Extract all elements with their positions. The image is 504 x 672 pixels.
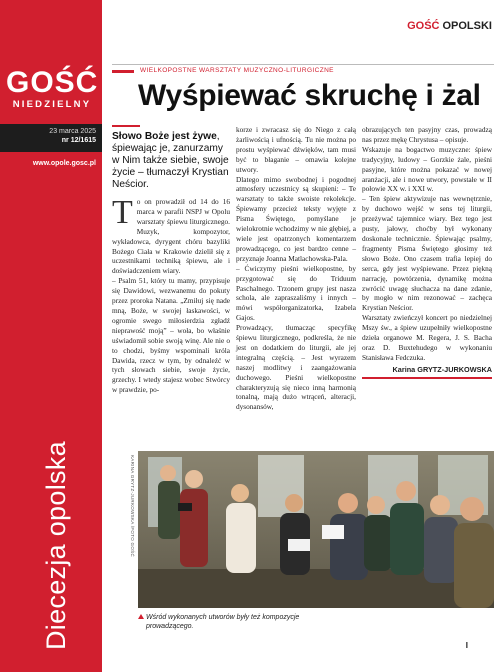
issue-band xyxy=(0,124,102,152)
kicker-accent-bar xyxy=(112,70,134,73)
photo-caption: Wśród wykonanych utworów były też kompozycje prowadzącego. xyxy=(146,614,300,630)
page-number: I xyxy=(465,641,468,650)
paragraph-text: Prowadzący, tłumacząc specyfikę śpiewu liturgicznego, podkreśla, że nie jest on dodatkiem do liturgii, ale jej integralną częścią. – Jest wyrazem naszej modlitwy i zaangażowania duchowego. Pieśni wielkopostne charakteryzują się nieco inną harmonią tonalną, mają dużo wtrąceń, alteracji, dysonansów, xyxy=(236,323,356,412)
paragraph-text: korze i zwracasz się do Niego z całą żarliwością i ufnością. Tu nie można po prostu wyśpiewać dźwięków, tam musi być to błaganie – omawia kolejne utwory. xyxy=(236,125,356,174)
photo-credit-text: KARINA GRYTZ-JURKOWSKA /FOTO GOŚĆ xyxy=(130,455,135,557)
edition-brand xyxy=(407,20,492,32)
first-paragraph xyxy=(112,194,230,276)
paragraph-text: – Psalm 51, który tu mamy, przypisuje się Dawidowi, wezwanemu do pokuty przez proroka Natana. „Zmiłuj się nade mną, Boże, w swojej łaskawości, w ogromie swego miłosierdzia zgładź nieprawość moją” – woła, bo właśnie uświadomił sobie swoją winę. Ale nie o to chodzi, byśmy wspominali króla Dawida, rzecz w tym, by odnaleźć w tych słowach siebie, swoje życie, grzechy. I wtedy stajesz wobec Stwórcy w prawdzie, po- xyxy=(112,276,230,395)
paragraph-text: – Ćwiczymy pieśni wielkopostne, by przygotować się do Triduum Paschalnego. Trzonem grupy jest nasza schola, ale zapraszaliśmy i innych – mówi współorganizatorka, Izabela Gajos. xyxy=(236,263,356,323)
article-author: Karina GRYTZ-JURKOWSKA xyxy=(392,364,492,374)
paragraph-text: o on prowadził od 14 do 16 marca w parafii NSPJ w Opolu warsztaty śpiewu liturgicznego. Muzyk, kompozytor, wykładowca, dyrygent chóru bazyliki Bożego Ciała w Krakowie dzielił się z uczestnikami techniką śpiewu, ale i doświadczeniem wiary. xyxy=(112,197,230,276)
drop-cap: T xyxy=(112,194,133,231)
caption-arrow-icon xyxy=(138,614,144,619)
website-link[interactable]: www.opole.gosc.pl xyxy=(32,160,96,167)
magazine-logo[interactable] xyxy=(6,68,98,110)
photo-illustration xyxy=(138,451,494,608)
header-divider xyxy=(112,64,494,65)
logo-sub-text: NIEDZIELNY xyxy=(12,99,92,110)
paragraph-text: – Ten śpiew aktywizuje nas wewnętrznie, by duchowo wejść w sens tej liturgii, przeżywać tajemnice wiary. Bez tego jest pusty, jałowy, choćby był wykonany doskonale technicznie. Śpiewając psalmy, fragmenty Pisma Świętego głosimy też słowo Boże. Ono czasem trafia lepiej do serca, gdy jest wyśpiewane. Przez piękną narrację, powtórzenia, dynamikę można zwrócić uwagę słuchacza na dane zdanie, by mogło w nim rezonować – zachęca Krystian Neścior. xyxy=(362,194,492,313)
section-vertical-title: Diecezja opolska xyxy=(41,441,71,650)
article-kicker: WIELKOPOSTNE WARSZTATY MUZYCZNO-LITURGICZNE xyxy=(140,67,334,74)
article-column-2 xyxy=(236,125,356,412)
article-photo[interactable] xyxy=(138,451,494,608)
lead-bold: Słowo Boże jest żywe xyxy=(112,131,217,142)
brand-part-2: OPOLSKI xyxy=(442,20,492,32)
issue-date: 23 marca 2025 xyxy=(49,128,96,135)
article-column-3 xyxy=(362,125,492,379)
issue-number: nr 12/1615 xyxy=(61,137,96,144)
paragraph-text: obrazujących ten pasyjny czas, prowadzą nas przez mękę Chrystusa – opisuje. xyxy=(362,125,492,144)
lead-accent-bar xyxy=(112,125,140,127)
photo-credit xyxy=(128,455,136,605)
lead-rest: , śpiewając je, zanurzamy w Nim także siebie, swoje życie – tłumaczył Krystian Neścior. xyxy=(112,131,229,190)
article-headline: Wyśpiewać skruchę i żal xyxy=(138,79,481,112)
paragraph-text: Warsztaty zwieńczył koncert po niedzielnej Mszy św., a śpiew uzupełniły wielkopostne dzieła organowe M. Regera, J. S. Bacha oraz D. Buxtehudego w wykonaniu Stanisława Fedczuka. xyxy=(362,313,492,362)
sidebar xyxy=(0,0,102,672)
paragraph-text: Wskazuje na bogactwo muzyczne: śpiew tradycyjny, ludowy – Gorzkie żale, pieśni pasyjne, które można pokazać w nowej aranżacji, ale i nowe utwory, powstałe w II połowie XX w. i XXI w. xyxy=(362,144,492,194)
article-column-1 xyxy=(112,125,230,395)
paragraph-text: Dlatego mimo swobodnej i pogodnej atmosfery uczestnicy są skupieni: – Te warsztaty to także swoiste rekolekcje. Śpiewamy przecież teksty wyjęte z Pisma Świętego, pomyślane je wielokrotnie wchodzimy w nie głębiej, a wiele jest opatrzonych komentarzem prowadzącego, co jest bardzo cenne – przyznaje Joanna Matlachowska-Pala. xyxy=(236,174,356,263)
logo-main-text: GOŚĆ xyxy=(6,66,99,99)
article-lead xyxy=(112,131,230,191)
brand-part-1: GOŚĆ xyxy=(407,20,440,32)
author-divider xyxy=(362,377,492,379)
